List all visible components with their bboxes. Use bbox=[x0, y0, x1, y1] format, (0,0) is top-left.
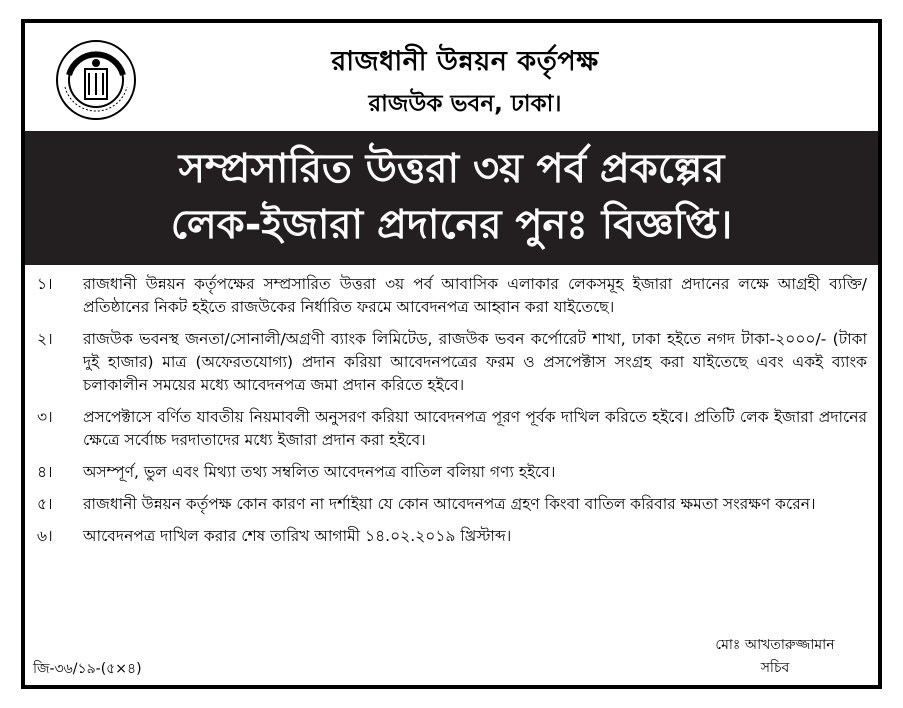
list-item bbox=[37, 273, 867, 319]
item-number: ৫। bbox=[37, 495, 53, 513]
banner-line-2: লেক-ইজারা প্রদানের পুনঃ বিজ্ঞপ্তি। bbox=[170, 202, 733, 248]
rajuk-seal-logo-icon bbox=[55, 39, 137, 121]
organization-address: রাজউক ভবন, ঢাকা। bbox=[368, 91, 562, 117]
reference-number: জি-৩৬/১৯-(৫×৪) bbox=[33, 661, 142, 677]
item-text: আবেদনপত্র দাখিল করার শেষ তারিখ আগামী ১৪.০২.২০১৯ খ্রিস্টাব্দ। bbox=[83, 527, 512, 545]
list-item bbox=[37, 406, 867, 452]
signatory-title: সচিব bbox=[760, 660, 790, 676]
banner-line-1: সম্প্রসারিত উত্তরা ৩য় পর্ব প্রকল্পের bbox=[178, 146, 725, 192]
item-number: ৬। bbox=[37, 527, 53, 545]
notice-items bbox=[37, 273, 867, 557]
item-text: প্রসপেক্টাসে বর্ণিত যাবতীয় নিয়মাবলী অনুসরণ করিয়া আবেদনপত্র পূরণ পূর্বক দাখিল করিতে হইবে। প্রতিটি লেক ইজারা প্রদানের ক্ষেত্রে সর্বোচ্চ দরদাতাদের মধ্যে ইজারা প্রদান করা হইবে। bbox=[83, 408, 867, 449]
item-text: রাজধানী উন্নয়ন কর্তৃপক্ষের সম্প্রসারিত উত্তরা ৩য় পর্ব আবাসিক এলাকার লেকসমূহ ইজারা প্রদানের লক্ষে আগ্রহী ব্যক্তি/প্রতিষ্ঠানের নিকট হইতে রাজউকের নির্ধারিত ফরমে আবেদনপত্র আহ্বান করা যাইতেছে। bbox=[83, 275, 867, 316]
item-number: ৪। bbox=[37, 463, 53, 481]
list-item bbox=[37, 493, 867, 516]
item-number: ১। bbox=[37, 275, 53, 293]
list-item bbox=[37, 461, 867, 484]
tender-notice bbox=[21, 19, 882, 689]
header bbox=[25, 23, 878, 131]
organization-name: রাজধানী উন্নয়ন কর্তৃপক্ষ bbox=[331, 46, 599, 77]
list-item bbox=[37, 525, 867, 548]
notice-title-banner bbox=[25, 131, 878, 265]
item-text: রাজধানী উন্নয়ন কর্তৃপক্ষ কোন কারণ না দর্শাইয়া যে কোন আবেদনপত্র গ্রহণ কিংবা বাতিল করিবার ক্ষমতা সংরক্ষণ করেন। bbox=[83, 495, 816, 513]
item-number: ২। bbox=[37, 330, 53, 348]
item-text: অসম্পূর্ণ, ভুল এবং মিথ্যা তথ্য সম্বলিত আবেদনপত্র বাতিল বলিয়া গণ্য হইবে। bbox=[83, 463, 556, 481]
signatory-name: মোঃ আখতারুজ্জামান bbox=[715, 637, 835, 653]
list-item bbox=[37, 328, 867, 397]
item-number: ৩। bbox=[37, 408, 53, 426]
item-text: রাজউক ভবনস্থ জনতা/সোনালী/অগ্রণী ব্যাংক লিমিটেড, রাজউক ভবন কর্পোরেট শাখা, ঢাকা হইতে নগদ টাকা-২০০০/- (টাকা দুই হাজার) মাত্র (অফেরতযোগ্য) প্রদান করিয়া আবেদনপত্রের ফরম ও প্রসপেক্টাস সংগ্রহ করা যাইতেছে এবং একই ব্যাংক চলাকালীন সময়ের মধ্যে আবেদনপত্র জমা প্রদান করিতে হইবে। bbox=[83, 330, 867, 394]
